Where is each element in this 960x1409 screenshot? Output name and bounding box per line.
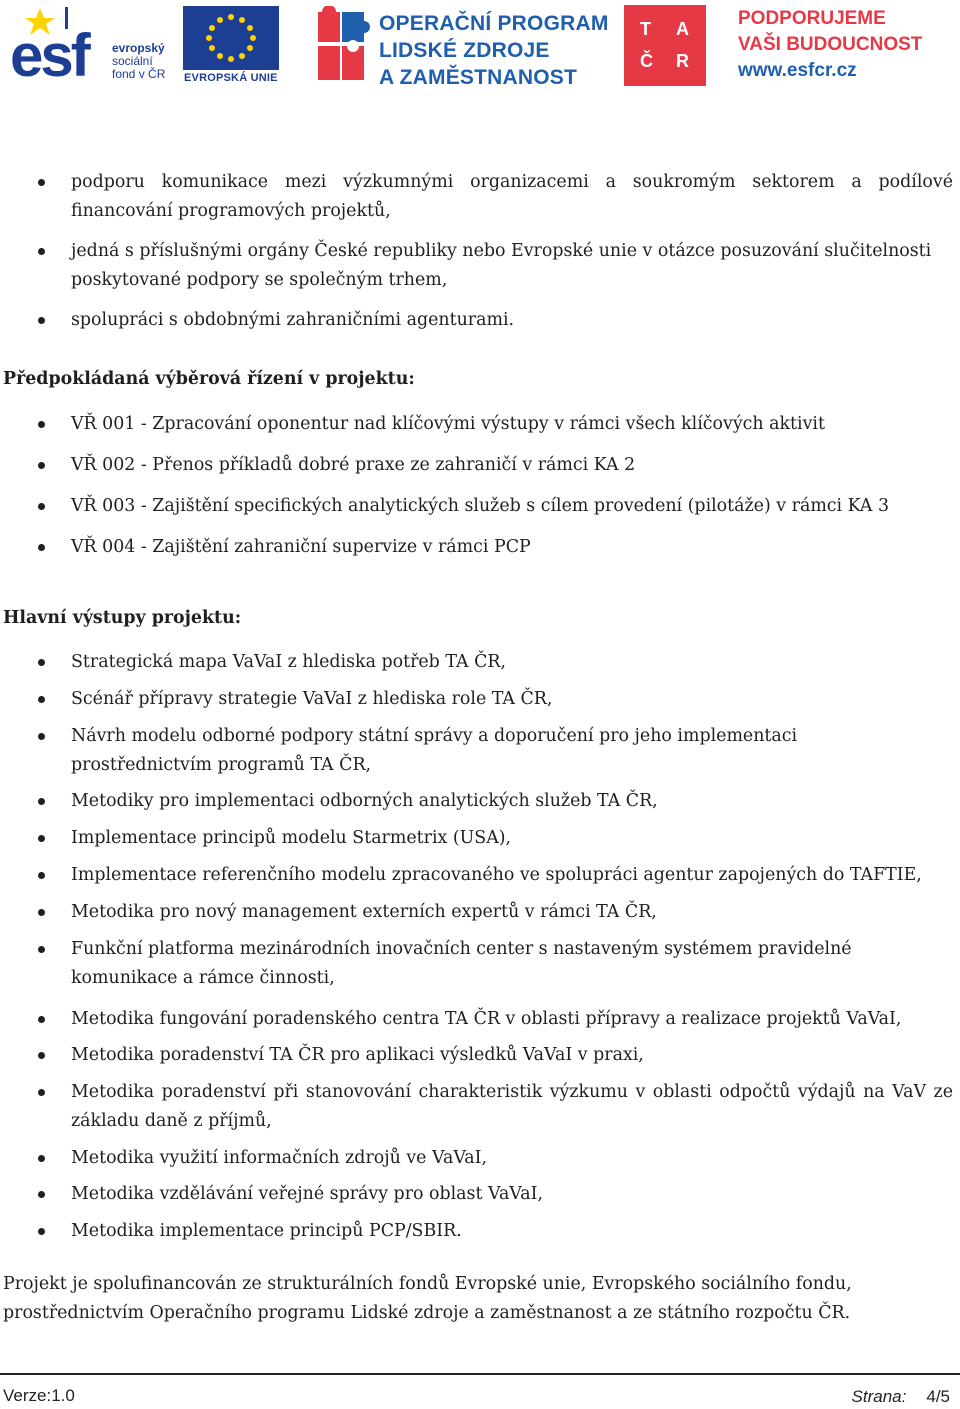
list-item: jedná s příslušnými orgány České republiky nebo Evropské unie v otázce posuzování slučitelnosti poskytované podpory se společným trhem, <box>71 237 953 294</box>
list-item: Návrh modelu odborné podpory státní správy a doporučení pro jeho implementaci prostřednictvím programů TA ČR, <box>71 722 831 779</box>
esf-logo <box>10 4 180 88</box>
list-item: podporu komunikace mezi výzkumnými organizacemi a soukromým sektorem a podílové financování programových projektů, <box>71 168 953 225</box>
list-item: Metodika vzdělávání veřejné správy pro oblast VaVaI, <box>71 1180 953 1209</box>
list-item: Metodika implementace principů PCP/SBIR. <box>71 1217 953 1246</box>
op-line1: OPERAČNÍ PROGRAM <box>379 12 609 35</box>
tacr-t: T <box>640 19 651 39</box>
list-item: Scénář přípravy strategie VaVaI z hlediska role TA ČR, <box>71 685 953 714</box>
list-item: spolupráci s obdobnými zahraničními agenturami. <box>71 306 953 335</box>
slogan-line2: VAŠI BUDOUCNOST <box>738 34 923 55</box>
page-label: Strana: <box>851 1387 907 1406</box>
list-item: Metodika pro nový management externích expertů v rámci TA ČR, <box>71 898 953 927</box>
list-item: Metodika poradenství TA ČR pro aplikaci výsledků VaVaI v praxi, <box>71 1041 953 1070</box>
esf-mark: esf <box>10 22 88 89</box>
outputs-heading: Hlavní výstupy projektu: <box>3 608 242 628</box>
list-item: Metodika využití informačních zdrojů ve VaVaI, <box>71 1144 953 1173</box>
op-line3: A ZAMĚSTNANOST <box>379 66 578 89</box>
op-line2: LIDSKÉ ZDROJE <box>379 39 550 62</box>
list-item: Metodika poradenství při stanovování charakteristik výzkumu v oblasti odpočtů výdajů na VaV ze základu daně z příjmů, <box>71 1078 953 1135</box>
esf-line1: evropský <box>112 41 165 55</box>
header-logos <box>0 0 960 100</box>
tacr-c: Č <box>640 51 653 71</box>
list-item: Funkční platforma mezinárodních inovačních center s nastaveným systémem pravidelné komunikace a rámce činnosti, <box>71 935 871 992</box>
list-item: VŘ 003 - Zajištění specifických analytických služeb s cílem provedení (pilotáže) v rámci KA 3 <box>71 492 953 521</box>
list-item: Metodika fungování poradenského centra TA ČR v oblasti přípravy a realizace projektů VaVaI, <box>71 1005 953 1034</box>
tacr-r: R <box>676 51 689 71</box>
tacr-a: A <box>676 19 689 39</box>
list-item: Implementace principů modelu Starmetrix (USA), <box>71 824 953 853</box>
slogan-line1: PODPORUJEME <box>738 8 886 29</box>
list-item: VŘ 004 - Zajištění zahraniční supervize v rámci PCP <box>71 533 953 562</box>
footer-page <box>852 1387 950 1407</box>
list-item: Metodiky pro implementaci odborných analytických služeb TA ČR, <box>71 787 953 816</box>
page-number: 4/5 <box>926 1387 950 1406</box>
slogan <box>738 6 922 84</box>
op-puzzle-icon <box>314 6 370 86</box>
footer-divider <box>0 1373 960 1375</box>
eu-flag-icon <box>183 6 279 70</box>
list-item: Implementace referenčního modelu zpracovaného ve spolupráci agentur zapojených do TAFTIE, <box>71 861 953 890</box>
eu-caption: EVROPSKÁ UNIE <box>184 72 278 84</box>
slogan-web: www.esfcr.cz <box>738 60 857 81</box>
op-logo-text <box>379 10 609 91</box>
list-item: VŘ 001 - Zpracování oponentur nad klíčovými výstupy v rámci všech klíčových aktivit <box>71 410 953 439</box>
list-item: Strategická mapa VaVaI z hlediska potřeb TA ČR, <box>71 648 953 677</box>
esf-line3: fond v ČR <box>112 67 166 81</box>
footer-version: Verze:1.0 <box>3 1386 75 1405</box>
funding-note: Projekt je spolufinancován ze strukturálních fondů Evropské unie, Evropského sociálního fondu, prostřednictvím Operačního programu Lidské zdroje a zaměstnanost a ze státního rozpočtu ČR. <box>3 1274 852 1323</box>
esf-line2: sociální <box>112 54 153 68</box>
tacr-logo <box>624 5 706 86</box>
list-item: VŘ 002 - Přenos příkladů dobré praxe ze zahraničí v rámci KA 2 <box>71 451 953 480</box>
esf-logo-text <box>112 42 165 81</box>
procurement-heading: Předpokládaná výběrová řízení v projektu: <box>3 369 415 389</box>
